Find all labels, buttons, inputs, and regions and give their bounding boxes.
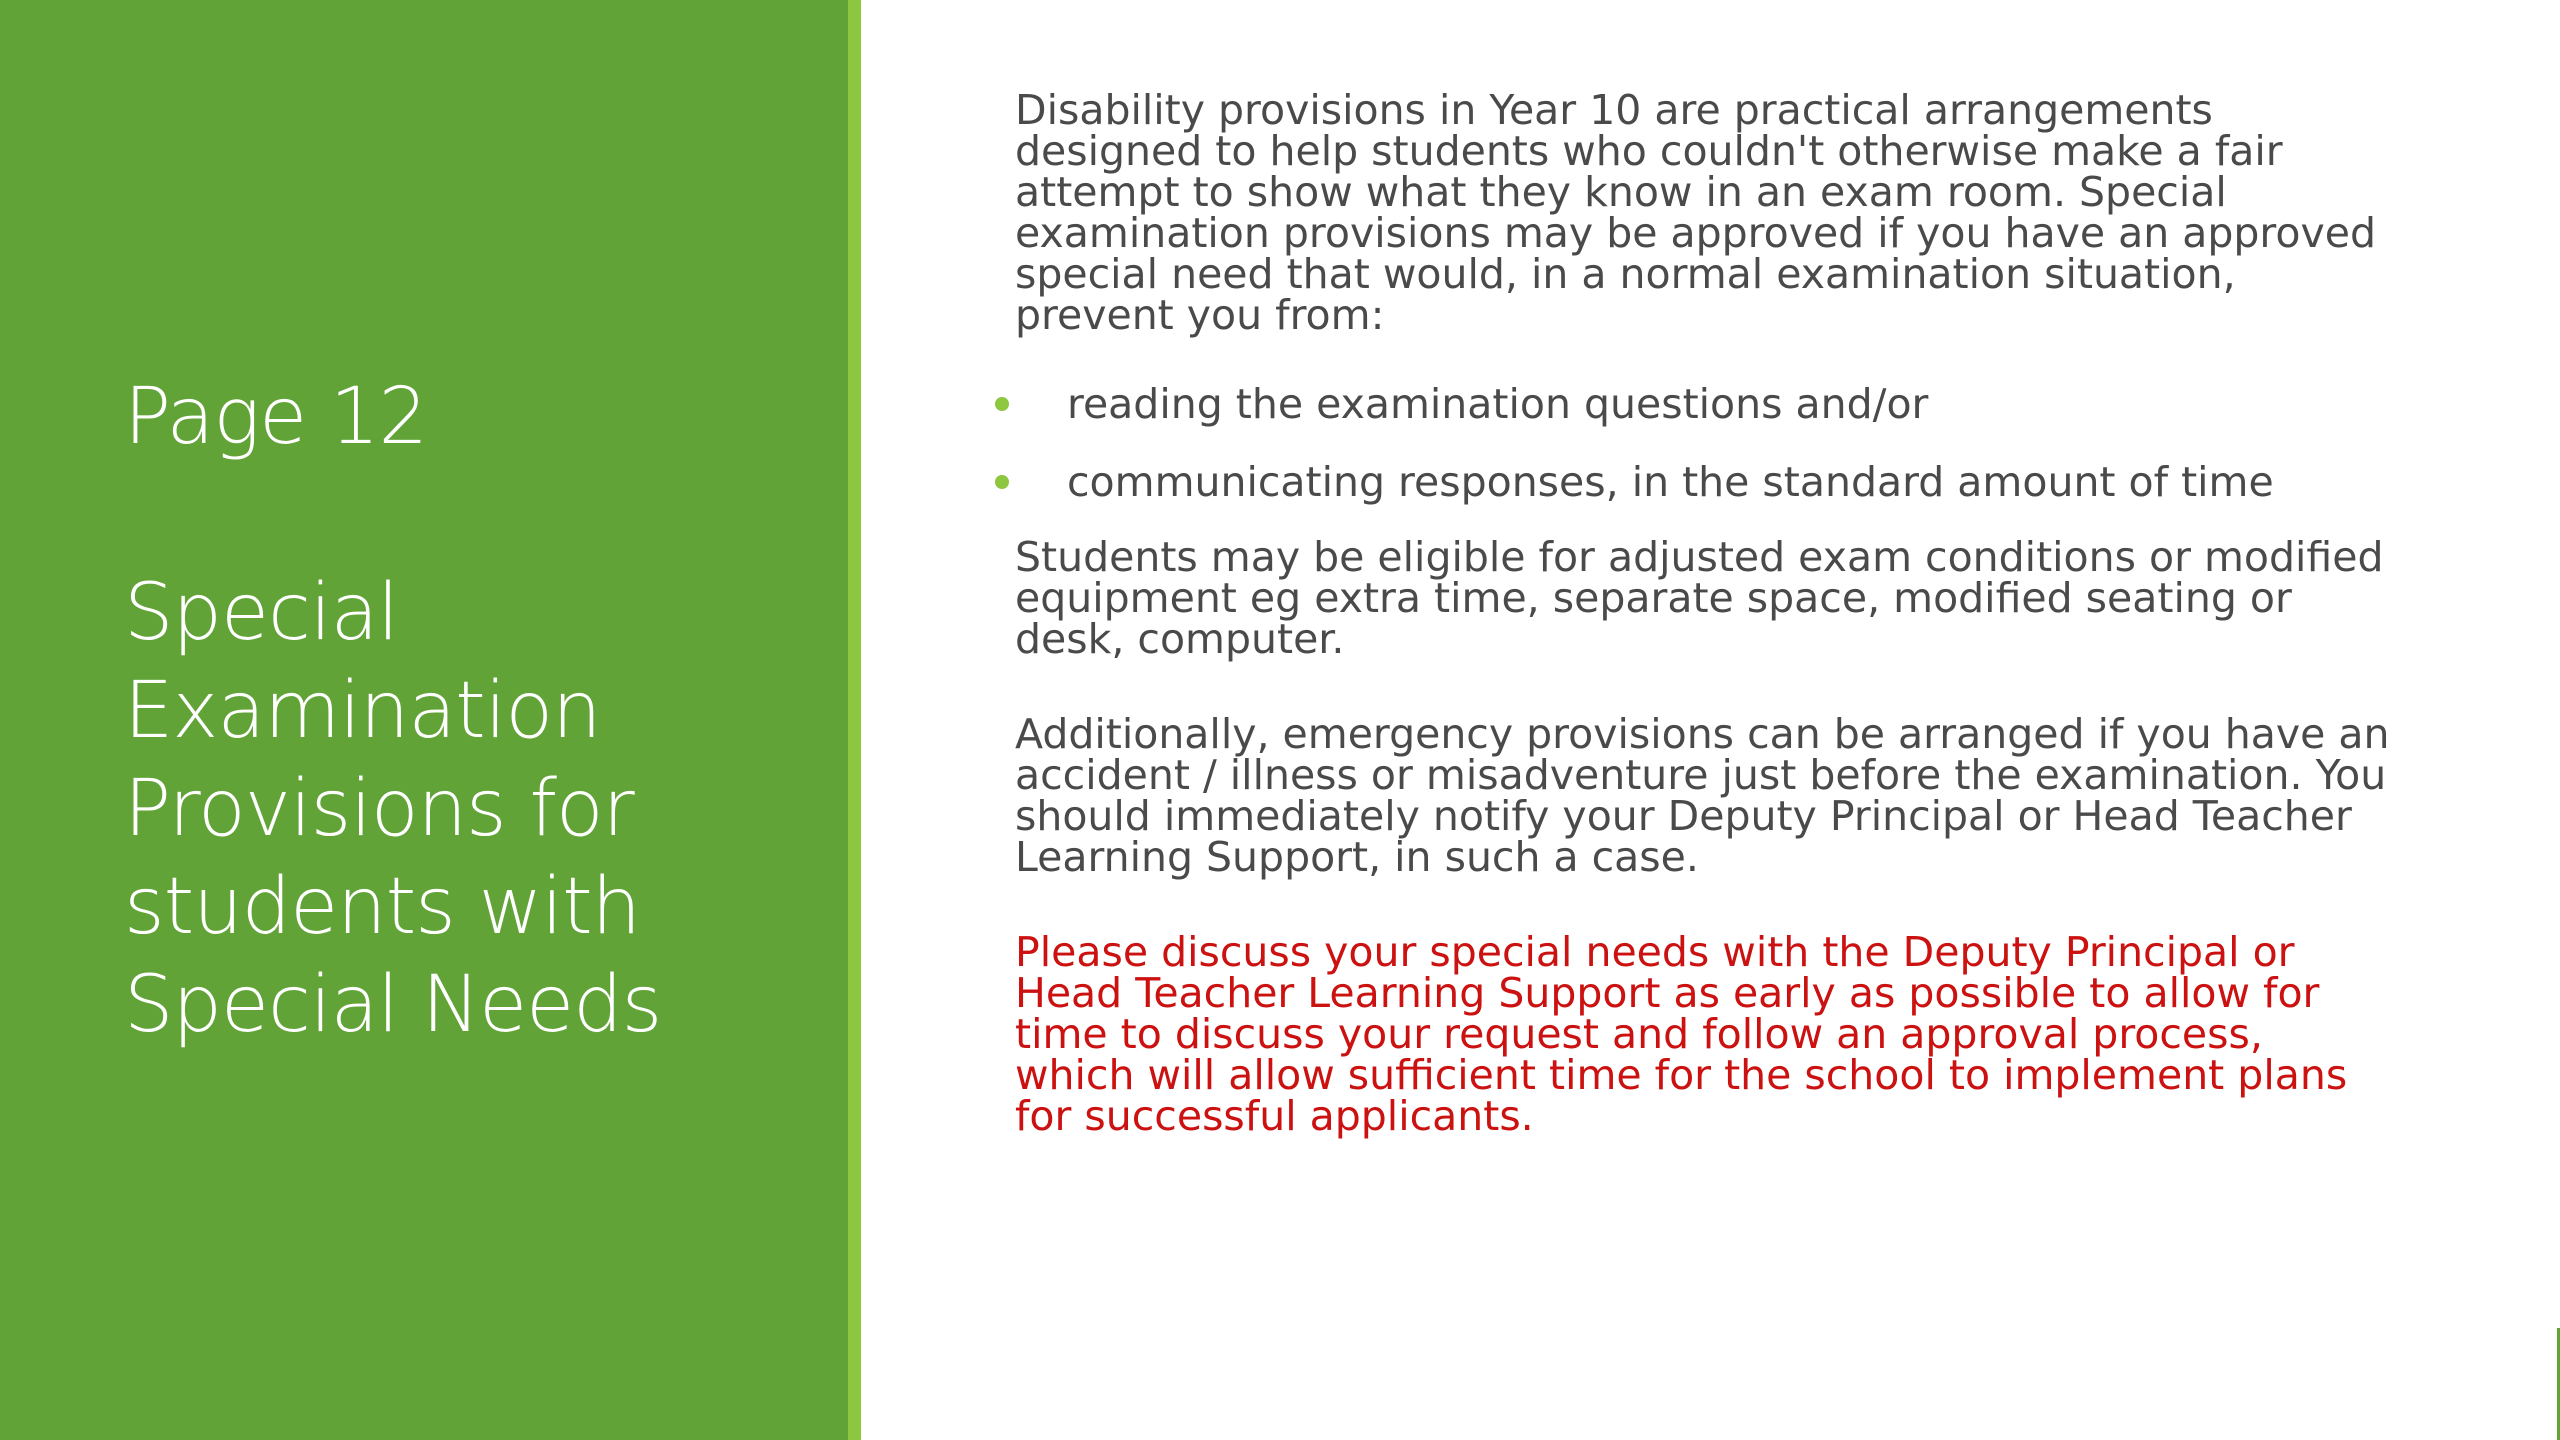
bullet-dot-icon [995, 397, 1009, 411]
bullet-text: communicating responses, in the standard amount of time [1067, 458, 2274, 506]
notice-paragraph: Please discuss your special needs with the Deputy Principal or Head Teacher Learning Support as early as possible to allow for time to discuss your request and follow an approval process, which will allow sufficient time for the school to implement plans for successful applicants. [1015, 928, 2348, 1140]
heading-line: Examination [124, 666, 601, 756]
body-content [1015, 86, 2395, 1140]
page-label: Page 12 [124, 372, 428, 462]
eligibility-paragraph: Students may be eligible for adjusted exam conditions or modified equipment eg extra time, separate space, modified seating or desk, computer. [1015, 533, 2384, 663]
bullet-dot-icon [995, 475, 1009, 489]
emergency-paragraph: Additionally, emergency provisions can be arranged if you have an accident / illness or misadventure just before the examination. You should immediately notify your Deputy Principal or Head Teacher Learning Support, in such a case. [1015, 710, 2390, 881]
title-panel [0, 0, 848, 1440]
heading-line: Special Needs [124, 960, 662, 1050]
bullet-item [1015, 380, 2395, 428]
heading-line: Special [124, 568, 399, 658]
title-block [124, 368, 824, 1054]
bullet-list [1015, 380, 2395, 506]
intro-paragraph: Disability provisions in Year 10 are practical arrangements designed to help students who couldn't otherwise make a fair attempt to show what they know in an exam room. Special examination provisions may be approved if you have an approved special need that would, in a normal examination situation, prevent you from: [1015, 86, 2376, 339]
bullet-text: reading the examination questions and/or [1067, 380, 1929, 428]
heading-line: Provisions for [124, 764, 634, 854]
heading-line: students with [124, 862, 641, 952]
bullet-item [1015, 458, 2395, 506]
title-spacer [124, 466, 824, 564]
accent-divider [848, 0, 861, 1440]
